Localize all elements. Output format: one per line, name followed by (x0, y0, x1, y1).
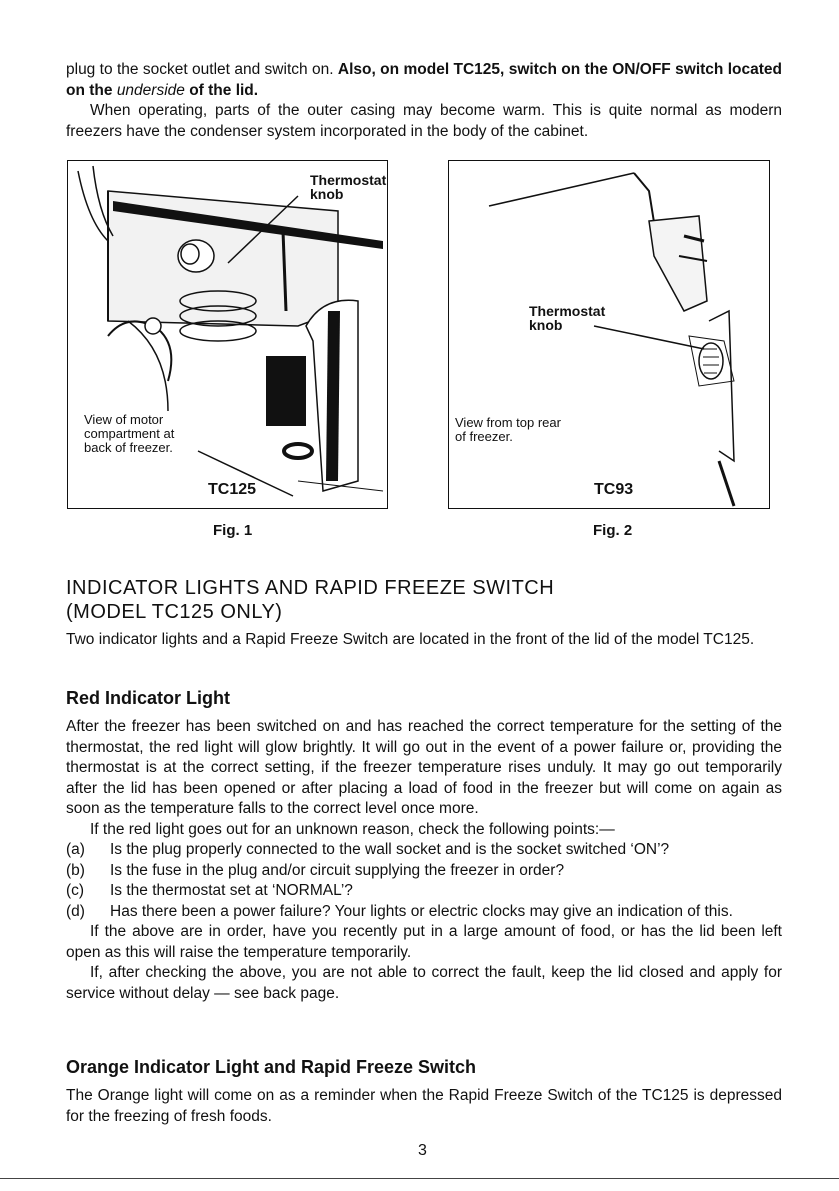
figure-2-box (448, 160, 770, 509)
red-list-item (66, 881, 782, 902)
fig1-model: TC125 (208, 481, 257, 498)
red-list-text: Has there been a power failure? Your lights or electric clocks may give an indication of this. (110, 902, 733, 920)
red-list-label: (a) (66, 841, 85, 858)
orange-para1: The Orange light will come on as a reminder when the Rapid Freeze Switch of the TC125 is depressed for the freezing of fresh foods. (66, 1087, 782, 1125)
intro-text-a: plug to the socket outlet and switch on. (66, 61, 338, 78)
section-intro-block (66, 630, 782, 651)
red-para2: If the red light goes out for an unknown reason, check the following points:— (90, 820, 615, 838)
red-indicator-heading: Red Indicator Light (66, 688, 230, 708)
motor-compartment-illustration (68, 161, 387, 508)
freezer-rear-illustration (449, 161, 769, 508)
page-bottom-rule (0, 1178, 839, 1179)
orange-indicator-heading: Orange Indicator Light and Rapid Freeze Switch (66, 1057, 477, 1077)
intro-block (66, 60, 782, 142)
intro-text-underside: underside (116, 81, 185, 99)
section-intro: Two indicator lights and a Rapid Freeze Switch are located in the front of the lid of the model TC125. (66, 631, 755, 648)
fig2-model: TC93 (594, 481, 634, 498)
fig1-view-label: View of motor compartment at back of freezer. (84, 412, 175, 455)
red-list-text: Is the thermostat set at ‘NORMAL’? (110, 882, 353, 899)
red-list-item (66, 840, 782, 861)
red-list-label: (d) (66, 902, 85, 920)
red-list-text: Is the plug properly connected to the wall socket and is the socket switched ‘ON’? (110, 841, 670, 858)
fig1-thermostat-label: Thermostat knob (310, 172, 387, 202)
red-para1: After the freezer has been switched on and has reached the correct temperature for the setting of the thermostat, the red light will glow brightly. It will go out in the event of a power failure or, providing the thermostat is at the correct setting, if the freezer temperature rises unduly. It may go out temporarily after the lid has been opened or after placing a load of food in the freezer but will come on again as soon as the temperature falls to the correct level once more. (66, 718, 782, 817)
section-heading-line2: (MODEL TC125 ONLY) (66, 601, 283, 623)
fig2-thermostat-label: Thermostat knob (529, 303, 606, 333)
intro-text-b: Also, on model TC125, switch on the ON/OFF switch located on the (66, 61, 783, 99)
intro-para2: When operating, parts of the outer casing may become warm. This is quite normal as modern freezers have the condenser system incorporated in the body of the cabinet. (66, 102, 782, 140)
fig1-caption: Fig. 1 (213, 522, 253, 539)
red-indicator-body (66, 717, 782, 1004)
section-heading-line1: INDICATOR LIGHTS AND RAPID FREEZE SWITCH (66, 577, 555, 599)
red-list-text: Is the fuse in the plug and/or circuit supplying the freezer in order? (110, 861, 565, 879)
intro-text-d: of the lid. (184, 81, 259, 99)
section-heading (66, 576, 782, 624)
red-list-item (66, 861, 782, 882)
red-para4: If, after checking the above, you are not able to correct the fault, keep the lid closed and apply for service without delay — see back page. (66, 964, 782, 1002)
orange-indicator-body (66, 1086, 782, 1127)
red-list-item (66, 902, 782, 923)
red-para3: If the above are in order, have you recently put in a large amount of food, or has the lid been left open as this will raise the temperature temporarily. (66, 923, 782, 961)
red-list-label: (b) (66, 861, 85, 879)
fig2-view-label: View from top rear of freezer. (455, 415, 561, 444)
figure-1-box (67, 160, 388, 509)
page-number: 3 (418, 1142, 427, 1159)
fig2-caption: Fig. 2 (593, 522, 633, 539)
red-list-label: (c) (66, 882, 85, 899)
